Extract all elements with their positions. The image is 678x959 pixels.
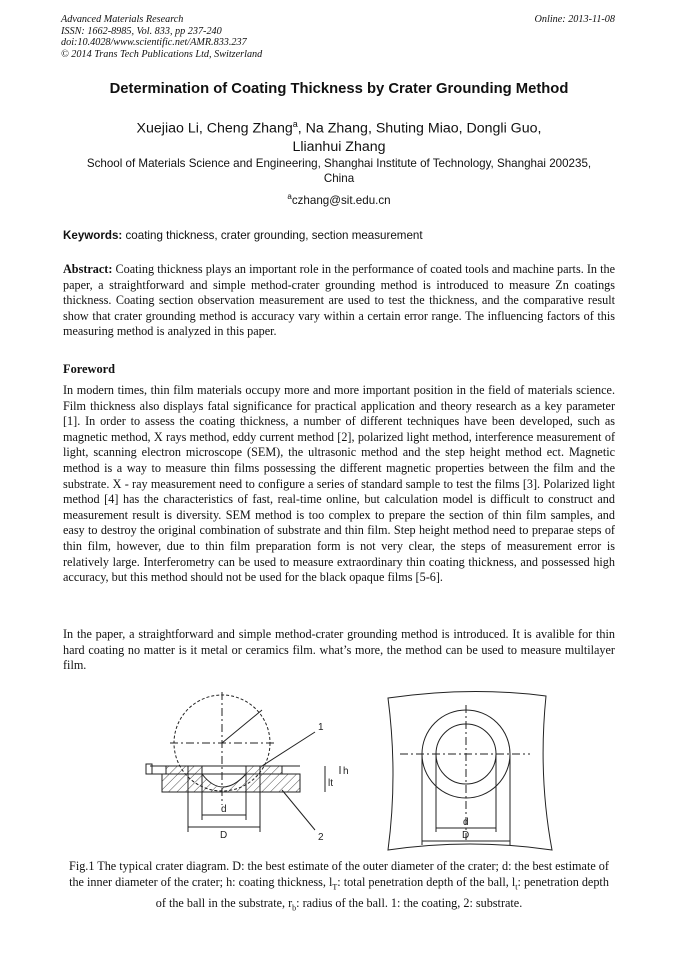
label-D: D [220,830,228,841]
top-label-D: D [462,830,470,841]
keywords-text: coating thickness, crater grounding, section measurement [122,229,423,242]
issn-line: ISSN: 1662-8985, Vol. 833, pp 237-240 [61,25,222,37]
coating-layer-right [246,766,282,774]
crater-figure [0,680,678,860]
paper-title: Determination of Coating Thickness by Crater Grounding Method [109,81,569,97]
label-substrate: 2 [318,832,324,843]
caption-part-1: Fig.1 The typical crater diagram. D: the best estimate of the outer diameter of the crater; d: the best estimate of the inner diameter of the crater; h: coating thickness, l [69,859,609,889]
author-affil-mark: a [292,119,298,129]
abstract [63,262,615,340]
caption-sub-3: b [292,903,297,913]
abstract-label: Abstract: [63,262,113,276]
journal-header [61,14,262,60]
substrate-section [162,774,300,792]
keywords-label: Keywords: [63,229,123,242]
authors-line1-a: Xuejiao Li, Cheng Zhang [136,120,293,137]
label-coating: 1 [318,722,324,733]
top-label-d: d [463,817,469,828]
affiliation-line1: School of Materials Science and Engineering, Shanghai Institute of Technology, Shanghai 200235, [86,157,592,170]
email-mark: a [287,192,292,201]
copyright-line: © 2014 Trans Tech Publications Ltd, Switzerland [61,48,263,60]
caption-part-3: : penetration depth of the ball in the substrate, r [155,875,609,911]
crater-diagram [0,680,678,860]
author-list [0,115,678,156]
caption-sub-1: T [332,882,338,892]
caption-part-2: : total penetration depth of the ball, l [337,875,516,889]
keywords [63,229,423,242]
ball-radius-line [222,710,262,743]
coating-layer-left [166,766,202,774]
figure-caption [63,858,615,917]
label-h: h [343,766,349,777]
journal-name: Advanced Materials Research [61,14,184,25]
abstract-text: Coating thickness plays an important role in the performance of coated tools and machine parts. In the paper, a straightforward and simple method-crater grounding method is introduced to measure Zn coatings thickness. Coating section observation measurement are used to test the thickness, and the comparative result show that crater grounding method is accuracy vary within a certain error range. The influencing factors of this measuring method is analyzed in this paper. [63,262,615,339]
authors-line1-b: , Na Zhang, Shuting Miao, Dongli Guo, [297,120,542,137]
online-date: Online: 2013-11-08 [534,14,615,25]
caption-part-4: : radius of the ball. 1: the coating, 2: substrate. [296,896,523,911]
section-heading-foreword: Foreword [63,362,116,376]
label-d: d [221,804,227,815]
contact-email [0,192,678,207]
sample-outline [388,691,552,850]
email-address: czhang@sit.edu.cn [291,193,391,207]
foreword-paragraph-2: In the paper, a straightforward and simple method-crater grounding method is introduced. It is avalible for thin hard coating no matter is it metal or ceramics film. what’s more, the method can be used to measure multilayer film. [63,627,615,673]
caption-sub-2: t [515,882,518,892]
affiliation [0,157,678,186]
label-lt: lt [328,778,333,789]
authors-line2: Llianhui Zhang [292,138,386,155]
leader-substrate [282,790,315,830]
affiliation-line2: China [323,171,355,185]
foreword-paragraph-1: In modern times, thin film materials occupy more and more important position in the field of materials science. Film thickness also displays fatal significance for practical application and theory research as a key parameter [1]. In order to assess the coating thickness, a number of different techniques have been developed, such as magnetic method, X rays method, eddy current method [2], polarized light method, interference measurement of light, scanning electron microscope (SEM), the ultrasonic method and the step height method ect. Magnetic method is a way to measure thin films possessing the different magnetic properties between the film and the substrate. X - ray measurement need to configure a series of standard sample to test the films [3]. Polarized light method [4] has the characteristics of fast, real-time online, but calculation model is difficult to construct and measurement result is diversity. SEM method is too complex to prepare the section of thin film samples, and easy to destroy the original combination of substrate and thin film. Step height method need to preparae steps of thin film, however, due to thin film preparation form is not very clear, the steps of measurement error is relatively large. Interferometry can be used to measure extraordinary thin coating thickness, and possessed high accuracy, but this method should not be used for the black opaque films [5-6]. [63,383,615,585]
doi-line: doi:10.4028/www.scientific.net/AMR.833.237 [61,37,247,49]
